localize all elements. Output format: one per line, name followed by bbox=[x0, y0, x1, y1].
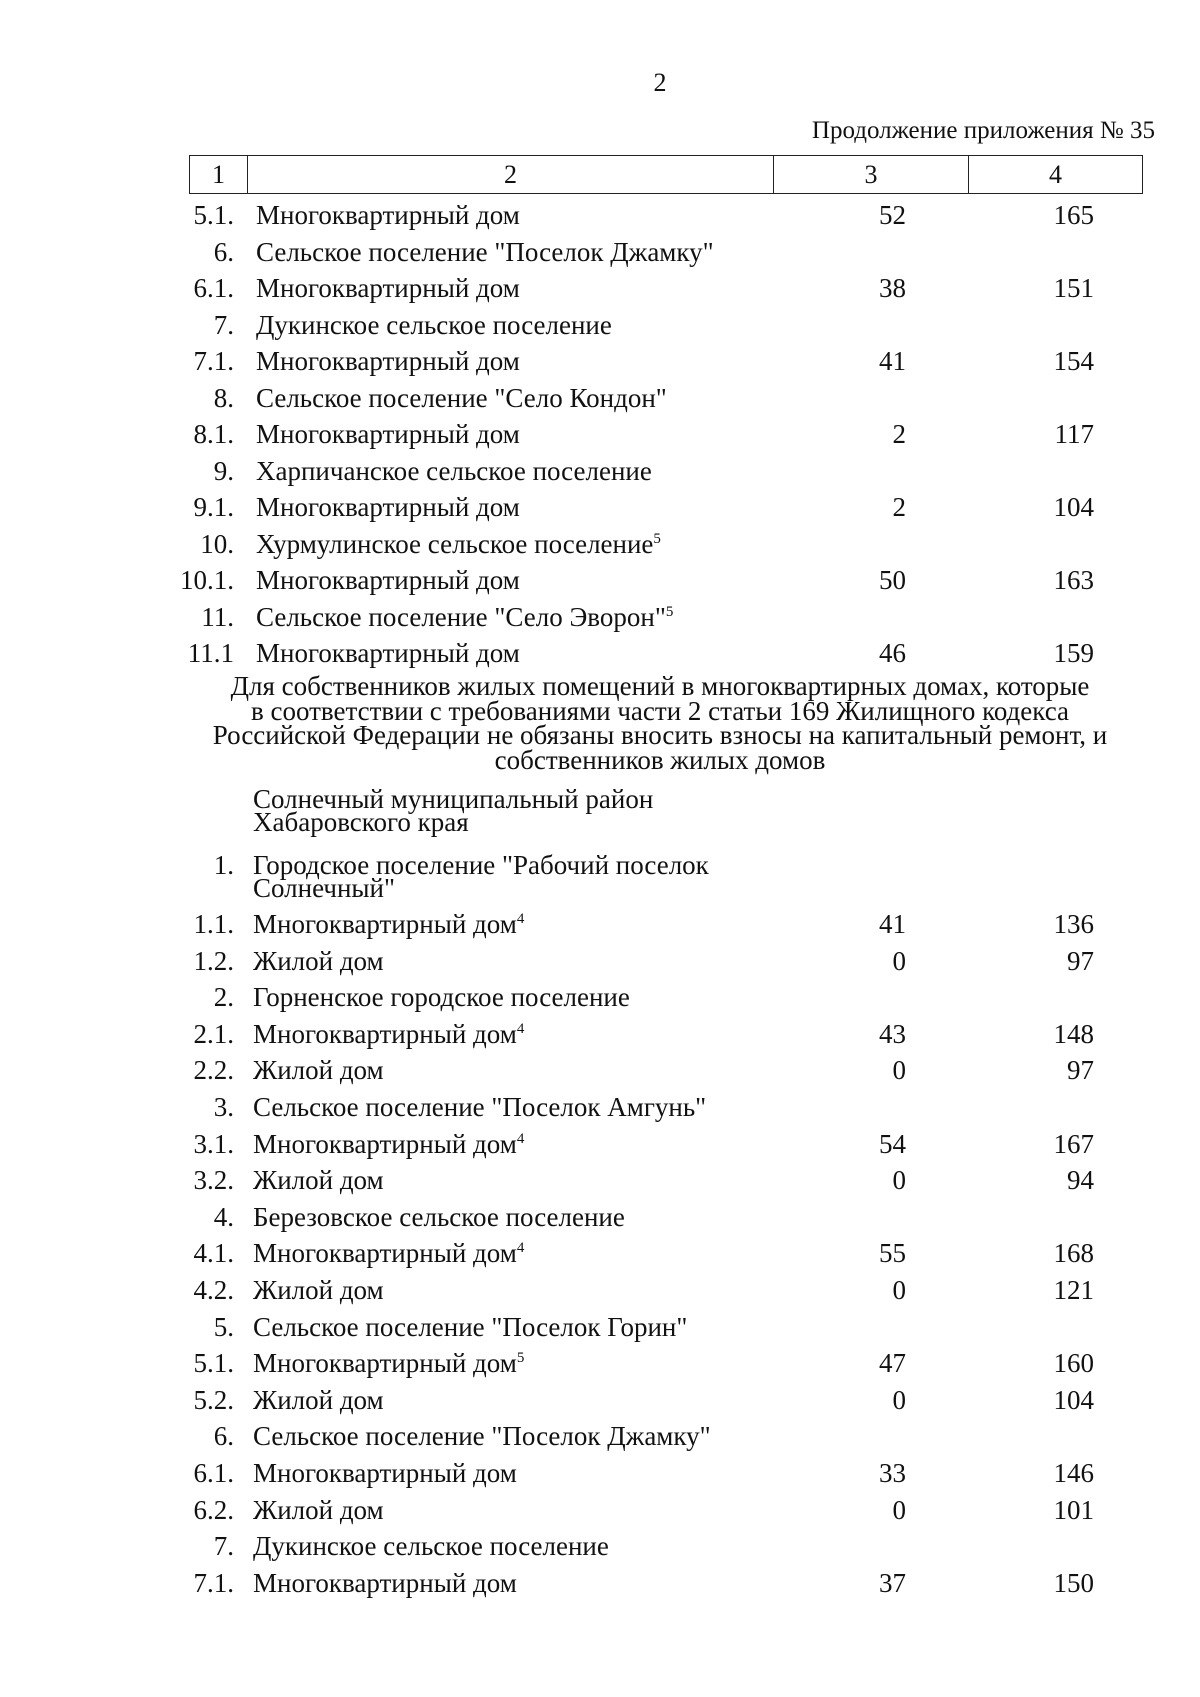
table-row bbox=[0, 943, 1200, 979]
row-col3-value: 47 bbox=[879, 1348, 906, 1379]
row-col4-value: 154 bbox=[1053, 346, 1094, 376]
row-label: Многоквартирный дом$^4$ bbox=[253, 1238, 525, 1269]
table-row bbox=[0, 562, 1200, 598]
row-col4-value: 168 bbox=[1053, 1238, 1094, 1269]
section-note-line: Российской Федерации не обязаны вносить взносы на капитальный ремонт, и bbox=[212, 720, 1108, 750]
row-col3-value: 2 bbox=[892, 419, 906, 449]
row-col4-value: 104 bbox=[1053, 1384, 1094, 1415]
row-number: 6.2. bbox=[193, 1494, 234, 1525]
row-col4-value: 117 bbox=[1054, 419, 1094, 449]
section-note bbox=[160, 671, 1160, 775]
row-label: Многоквартирный дом bbox=[256, 273, 520, 303]
appendix-continuation-label: Продолжение приложения № 35 bbox=[811, 117, 1155, 144]
row-col4-value: 159 bbox=[1053, 638, 1094, 668]
row-number: 3.2. bbox=[193, 1165, 234, 1196]
row-label: Жилой дом bbox=[253, 1494, 384, 1525]
row-label: Многоквартирный дом$^5$ bbox=[253, 1348, 525, 1379]
row-number: 4.2. bbox=[193, 1275, 234, 1305]
row-number: 2.1. bbox=[193, 1018, 234, 1049]
row-col4-value: 121 bbox=[1053, 1275, 1094, 1305]
row-label: Харпичанское сельское поселение bbox=[256, 455, 652, 486]
table-row bbox=[0, 1052, 1200, 1088]
row-label: Сельское поселение "Поселок Амгунь" bbox=[253, 1092, 707, 1122]
row-col3-value: 0 bbox=[892, 1275, 906, 1305]
row-label: Жилой дом bbox=[253, 1165, 384, 1196]
row-number: 9.1. bbox=[193, 492, 234, 522]
row-col3-value: 0 bbox=[892, 1165, 906, 1196]
row-col4-value: 148 bbox=[1053, 1018, 1094, 1049]
table-row bbox=[0, 1455, 1200, 1491]
row-number: 10. bbox=[200, 528, 234, 559]
row-number: 1.1. bbox=[193, 909, 234, 939]
row-number: 3. bbox=[213, 1092, 234, 1122]
row-col3-value: 41 bbox=[879, 909, 906, 939]
row-label: Многоквартирный дом bbox=[256, 200, 520, 230]
table-row bbox=[0, 1235, 1200, 1271]
row-col3-value: 37 bbox=[879, 1567, 906, 1598]
settlement-name bbox=[253, 850, 813, 903]
row-col3-value: 0 bbox=[892, 1494, 906, 1525]
footnote-marker: 4 bbox=[516, 911, 525, 927]
header-col-4: 4 bbox=[969, 156, 1143, 194]
row-number: 6.1. bbox=[193, 1458, 234, 1488]
settlement-line: Городское поселение "Рабочий поселок bbox=[253, 850, 709, 880]
row-number: 2.2. bbox=[193, 1055, 234, 1086]
row-number: 2. bbox=[213, 982, 234, 1013]
settlement-line: Солнечный" bbox=[253, 873, 396, 903]
row-col4-value: 151 bbox=[1053, 273, 1094, 303]
row-label: Многоквартирный дом bbox=[256, 565, 520, 595]
row-col4-value: 165 bbox=[1053, 200, 1094, 230]
row-number: 7. bbox=[213, 309, 234, 340]
row-label: Многоквартирный дом$^4$ bbox=[253, 1018, 525, 1049]
row-label: Сельское поселение "Село Эворон"$^5$ bbox=[256, 601, 674, 632]
row-number: 6.1. bbox=[193, 273, 234, 303]
table-row bbox=[0, 635, 1200, 671]
row-number: 6. bbox=[213, 236, 234, 267]
row-col3-value: 55 bbox=[879, 1238, 906, 1269]
table-row bbox=[0, 1126, 1200, 1162]
row-col4-value: 160 bbox=[1053, 1348, 1094, 1379]
row-number: 4.1. bbox=[193, 1238, 234, 1269]
row-label: Сельское поселение "Поселок Джамку" bbox=[256, 236, 714, 267]
row-number: 4. bbox=[213, 1201, 234, 1232]
row-col4-value: 146 bbox=[1053, 1458, 1094, 1488]
row-number: 5.1. bbox=[193, 200, 234, 230]
row-col4-value: 94 bbox=[1067, 1165, 1094, 1196]
row-label: Сельское поселение "Село Кондон" bbox=[256, 382, 667, 413]
table-row bbox=[0, 1016, 1200, 1052]
table-row bbox=[0, 416, 1200, 452]
row-label: Сельское поселение "Поселок Джамку" bbox=[253, 1421, 711, 1452]
table-row bbox=[0, 979, 1200, 1015]
row-col4-value: 150 bbox=[1053, 1567, 1094, 1598]
row-col3-value: 2 bbox=[892, 492, 906, 522]
row-label: Сельское поселение "Поселок Горин" bbox=[253, 1311, 688, 1342]
table-row bbox=[0, 197, 1200, 233]
row-col3-value: 38 bbox=[879, 273, 906, 303]
row-number: 7. bbox=[213, 1531, 234, 1562]
table-row bbox=[0, 1345, 1200, 1381]
row-col3-value: 52 bbox=[879, 200, 906, 230]
district-line: Солнечный муниципальный район bbox=[253, 784, 654, 814]
row-number: 8.1. bbox=[193, 419, 234, 449]
table-row bbox=[0, 906, 1200, 942]
row-number: 10.1. bbox=[180, 565, 234, 595]
row-col4-value: 97 bbox=[1067, 945, 1094, 976]
row-col3-value: 33 bbox=[879, 1458, 906, 1488]
page-number: 2 bbox=[653, 68, 667, 97]
row-col4-value: 97 bbox=[1067, 1055, 1094, 1086]
header-col-2: 2 bbox=[248, 156, 774, 194]
row-number: 7.1. bbox=[193, 346, 234, 376]
row-col4-value: 136 bbox=[1053, 909, 1094, 939]
table-row bbox=[0, 1309, 1200, 1345]
row-label: Многоквартирный дом bbox=[256, 638, 520, 668]
row-number: 5.2. bbox=[193, 1384, 234, 1415]
column-header-table bbox=[189, 155, 1143, 194]
row-col4-value: 101 bbox=[1053, 1494, 1094, 1525]
row-col3-value: 46 bbox=[879, 638, 906, 668]
table-row bbox=[0, 343, 1200, 379]
row-number: 7.1. bbox=[193, 1567, 234, 1598]
footnote-marker: 5 bbox=[653, 530, 661, 547]
row-label: Дукинское сельское поселение bbox=[256, 309, 612, 340]
header-col-1: 1 bbox=[190, 156, 248, 194]
table-row bbox=[0, 1418, 1200, 1454]
row-number: 1. bbox=[213, 850, 234, 880]
footnote-marker: 5 bbox=[665, 603, 674, 620]
row-label: Многоквартирный дом$^4$ bbox=[253, 1128, 525, 1159]
row-number: 8. bbox=[213, 382, 234, 413]
row-label: Многоквартирный дом bbox=[256, 492, 520, 522]
row-number: 11. bbox=[201, 601, 234, 632]
district-line: Хабаровского края bbox=[253, 807, 469, 837]
table-row bbox=[0, 1492, 1200, 1528]
row-number: 6. bbox=[213, 1421, 234, 1452]
row-label: Хурмулинское сельское поселение$^5$ bbox=[256, 528, 661, 559]
row-number: 9. bbox=[213, 455, 234, 486]
row-col3-value: 50 bbox=[879, 565, 906, 595]
row-number: 11.1 bbox=[187, 638, 234, 668]
row-label: Жилой дом bbox=[253, 1384, 384, 1415]
row-col3-value: 0 bbox=[892, 1384, 906, 1415]
table-row bbox=[0, 380, 1200, 416]
footnote-marker: 5 bbox=[516, 1350, 525, 1367]
table-row bbox=[0, 270, 1200, 306]
footnote-marker: 4 bbox=[516, 1130, 525, 1147]
table-row bbox=[0, 1162, 1200, 1198]
row-col3-value: 41 bbox=[879, 346, 906, 376]
row-col4-value: 163 bbox=[1053, 565, 1094, 595]
row-number: 5. bbox=[213, 1311, 234, 1342]
footnote-marker: 4 bbox=[516, 1240, 525, 1257]
section-note-line: в соответствии с требованиями части 2 статьи 169 Жилищного кодекса bbox=[250, 695, 1069, 726]
table-row bbox=[0, 489, 1200, 525]
row-label: Горненское городское поселение bbox=[253, 982, 630, 1013]
row-label: Многоквартирный дом$^4$ bbox=[253, 909, 525, 939]
row-number: 3.1. bbox=[193, 1128, 234, 1159]
table-row bbox=[0, 1272, 1200, 1308]
table-row bbox=[0, 599, 1200, 635]
row-col4-value: 167 bbox=[1053, 1128, 1094, 1159]
row-col3-value: 43 bbox=[879, 1018, 906, 1049]
table-row bbox=[0, 1089, 1200, 1125]
row-col3-value: 0 bbox=[892, 945, 906, 976]
section-note-line: собственников жилых домов bbox=[494, 744, 826, 775]
footnote-marker: 4 bbox=[516, 1020, 525, 1037]
row-col3-value: 0 bbox=[892, 1055, 906, 1086]
table-row bbox=[0, 1565, 1200, 1601]
row-label: Многоквартирный дом bbox=[253, 1458, 517, 1488]
table-row bbox=[0, 453, 1200, 489]
table-row bbox=[0, 526, 1200, 562]
row-label: Жилой дом bbox=[253, 1275, 384, 1305]
row-col3-value: 54 bbox=[879, 1128, 906, 1159]
row-number: 1.2. bbox=[193, 945, 234, 976]
table-row bbox=[0, 234, 1200, 270]
table-row bbox=[0, 1199, 1200, 1235]
section-note-line: Для собственников жилых помещений в многоквартирных домах, которые bbox=[230, 671, 1090, 701]
header-col-3: 3 bbox=[774, 156, 969, 194]
row-number: 5.1. bbox=[193, 1348, 234, 1379]
table-row bbox=[0, 1382, 1200, 1418]
row-col4-value: 104 bbox=[1053, 492, 1094, 522]
row-label: Многоквартирный дом bbox=[256, 419, 520, 449]
row-label: Дукинское сельское поселение bbox=[253, 1531, 609, 1562]
table-row bbox=[0, 307, 1200, 343]
row-label: Многоквартирный дом bbox=[253, 1567, 517, 1598]
row-label: Жилой дом bbox=[253, 1055, 384, 1086]
row-label: Березовское сельское поселение bbox=[253, 1201, 625, 1232]
district-name bbox=[253, 784, 813, 837]
table-row bbox=[0, 1528, 1200, 1564]
row-label: Жилой дом bbox=[253, 945, 384, 976]
row-label: Многоквартирный дом bbox=[256, 346, 520, 376]
